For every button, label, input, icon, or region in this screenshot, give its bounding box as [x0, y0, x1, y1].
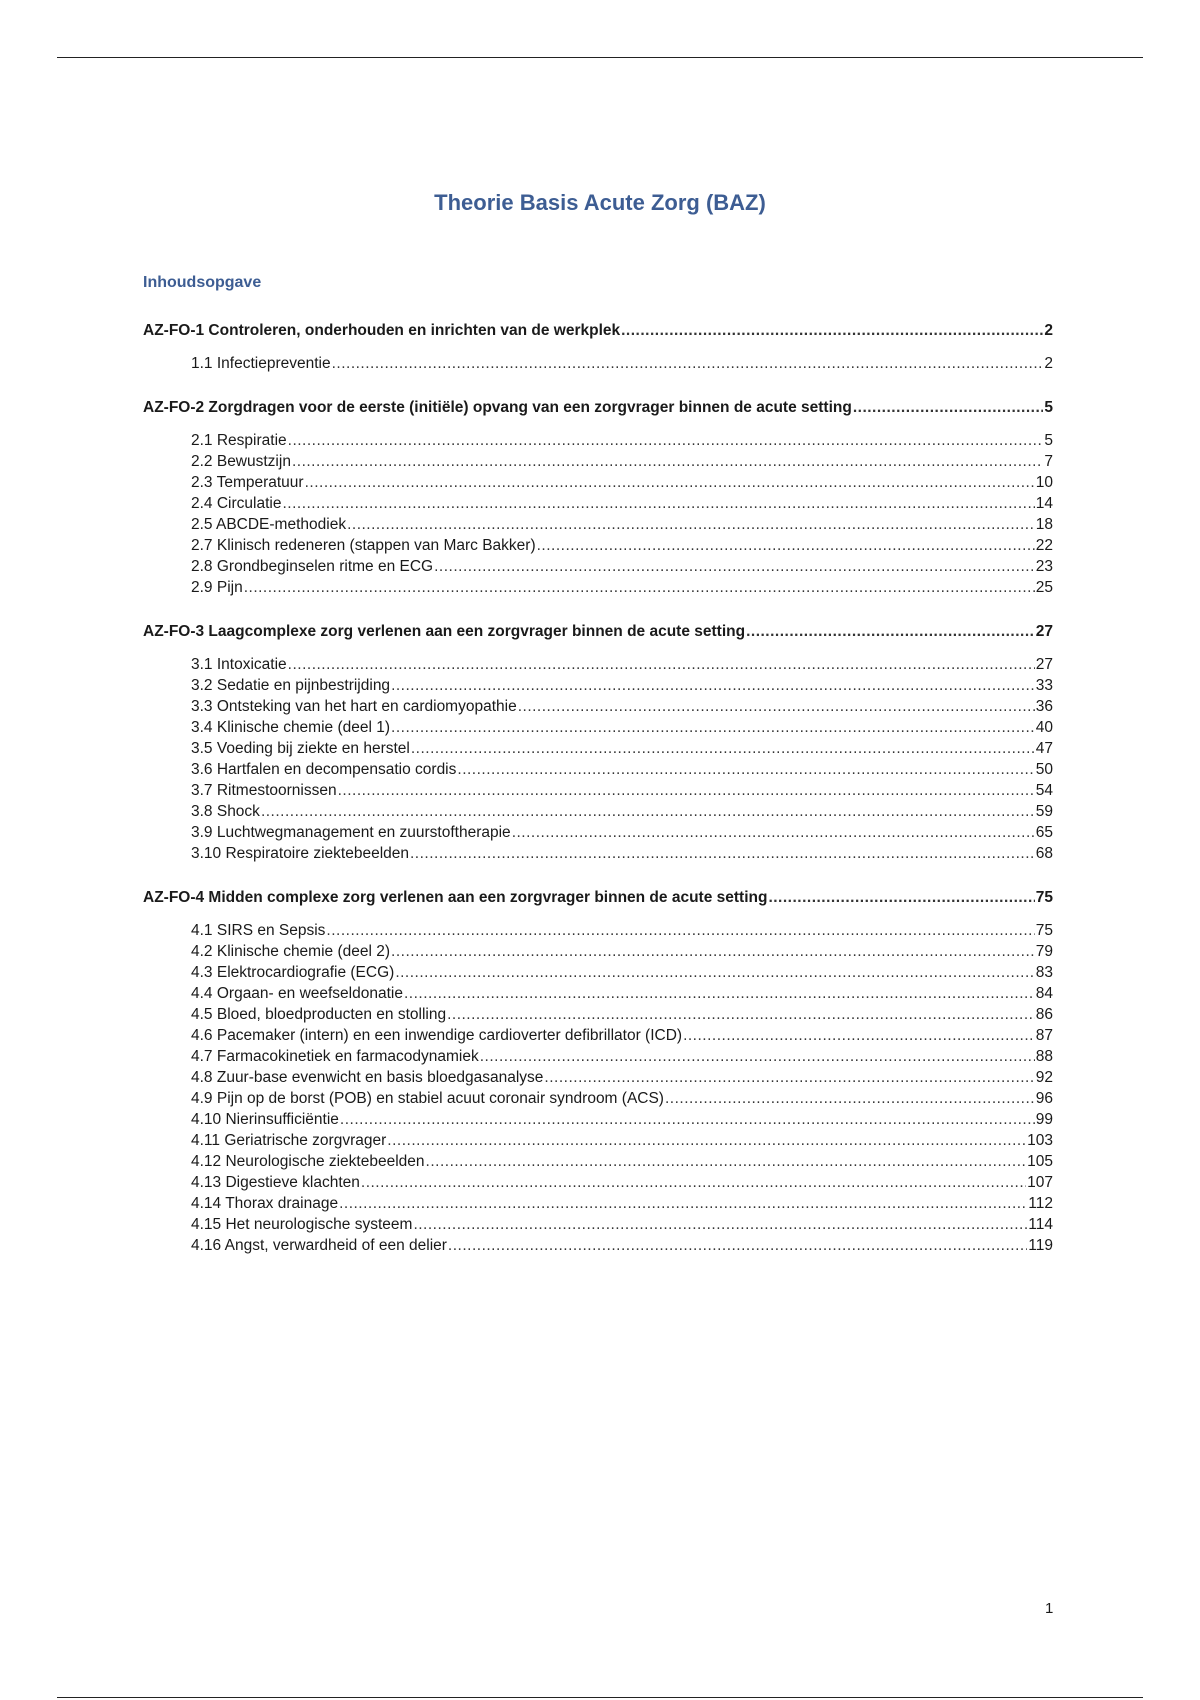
toc-sub-entry[interactable] [191, 1214, 1053, 1235]
dot-leader [410, 843, 1035, 864]
toc-entry-label: 3.9 Luchtwegmanagement en zuurstoftherapie [191, 824, 511, 841]
toc-sub-entry[interactable] [191, 983, 1053, 1004]
toc-sub-entry[interactable] [191, 514, 1053, 535]
dot-leader [621, 320, 1043, 341]
toc-entry-page: 83 [1035, 964, 1053, 981]
toc-sub-entry[interactable] [191, 843, 1053, 864]
toc-sub-entry[interactable] [191, 696, 1053, 717]
toc-entry-page: 79 [1035, 943, 1053, 960]
dot-leader [391, 941, 1035, 962]
toc-entry-label: 2.3 Temperatuur [191, 474, 304, 491]
toc-entry-label: AZ-FO-1 Controleren, onderhouden en inrichten van de werkplek [143, 322, 621, 339]
toc-entry-label: 4.13 Digestieve klachten [191, 1174, 360, 1191]
dot-leader [544, 1067, 1034, 1088]
toc-entry-page: 36 [1035, 698, 1053, 715]
dot-leader [326, 920, 1034, 941]
dot-leader [537, 535, 1035, 556]
toc-sub-entry[interactable] [191, 759, 1053, 780]
toc-entry-page: 114 [1028, 1216, 1053, 1233]
toc-sub-entry[interactable] [191, 535, 1053, 556]
toc-entry-page: 65 [1035, 824, 1053, 841]
toc-entry-label: 4.6 Pacemaker (intern) en een inwendige cardioverter defibrillator (ICD) [191, 1027, 683, 1044]
toc-entry-label: 4.15 Het neurologische systeem [191, 1216, 413, 1233]
toc-chapter-entry[interactable] [143, 887, 1053, 908]
toc-entry-page: 68 [1035, 845, 1053, 862]
toc-sub-entry[interactable] [191, 801, 1053, 822]
toc-entry-page: 87 [1035, 1027, 1053, 1044]
toc-sub-entry[interactable] [191, 353, 1053, 374]
toc-entry-label: AZ-FO-3 Laagcomplexe zorg verlenen aan een zorgvrager binnen de acute setting [143, 623, 746, 640]
toc-chapter-entry[interactable] [143, 320, 1053, 341]
toc-sub-entry[interactable] [191, 493, 1053, 514]
toc-entry-label: 4.10 Nierinsufficiëntie [191, 1111, 339, 1128]
toc-entry-page: 47 [1035, 740, 1053, 757]
dot-leader [411, 738, 1035, 759]
dot-leader [347, 514, 1035, 535]
toc-entry-label: 2.9 Pijn [191, 579, 243, 596]
toc-entry-label: 2.1 Respiratie [191, 432, 287, 449]
dot-leader [768, 887, 1034, 908]
toc-heading: Inhoudsopgave [143, 274, 262, 291]
toc-entry-label: 3.10 Respiratoire ziektebeelden [191, 845, 409, 862]
dot-leader [387, 1130, 1026, 1151]
dot-leader [746, 621, 1035, 642]
toc-entry-page: 54 [1035, 782, 1053, 799]
toc-sub-entry[interactable] [191, 920, 1053, 941]
dot-leader [404, 983, 1035, 1004]
toc-entry-page: 14 [1035, 495, 1053, 512]
bottom-rule [57, 1697, 1143, 1698]
toc-entry-label: 2.7 Klinisch redeneren (stappen van Marc Bakker) [191, 537, 536, 554]
toc-entry-label: 4.9 Pijn op de borst (POB) en stabiel acuut coronair syndroom (ACS) [191, 1090, 664, 1107]
dot-leader [282, 493, 1034, 514]
toc-entry-label: AZ-FO-2 Zorgdragen voor de eerste (initiële) opvang van een zorgvrager binnen de acute setting [143, 399, 852, 416]
toc-entry-page: 50 [1035, 761, 1053, 778]
dot-leader [244, 577, 1035, 598]
dot-leader [413, 1214, 1027, 1235]
toc-sub-entry[interactable] [191, 717, 1053, 738]
dot-leader [457, 759, 1034, 780]
dot-leader [683, 1025, 1035, 1046]
dot-leader [512, 822, 1035, 843]
dot-leader [292, 451, 1043, 472]
page-number: 1 [1045, 1600, 1054, 1617]
dot-leader [480, 1046, 1035, 1067]
toc-entry-label: 3.6 Hartfalen en decompensatio cordis [191, 761, 457, 778]
toc-entry-page: 92 [1035, 1069, 1053, 1086]
toc-entry-page: 88 [1035, 1048, 1053, 1065]
toc-sub-entry[interactable] [191, 822, 1053, 843]
dot-leader [261, 801, 1035, 822]
toc-sub-entry[interactable] [191, 780, 1053, 801]
toc-entry-page: 25 [1035, 579, 1053, 596]
toc-entry-page: 33 [1035, 677, 1053, 694]
toc-sub-entry[interactable] [191, 1130, 1053, 1151]
toc-sub-entry[interactable] [191, 577, 1053, 598]
toc-entry-page: 75 [1035, 922, 1053, 939]
dot-leader [447, 1004, 1035, 1025]
toc-entry-label: 4.4 Orgaan- en weefseldonatie [191, 985, 403, 1002]
toc-section [143, 621, 1053, 864]
toc-entry-page: 22 [1035, 537, 1053, 554]
toc-sub-entry[interactable] [191, 1235, 1053, 1256]
dot-leader [339, 1193, 1027, 1214]
toc-entry-label: 4.2 Klinische chemie (deel 2) [191, 943, 391, 960]
top-rule [57, 57, 1143, 58]
toc-entry-label: 3.2 Sedatie en pijnbestrijding [191, 677, 391, 694]
toc-entry-label: 3.8 Shock [191, 803, 260, 820]
toc-entry-label: 4.11 Geriatrische zorgvrager [191, 1132, 387, 1149]
toc-entry-page: 18 [1035, 516, 1053, 533]
toc-entry-label: 1.1 Infectiepreventie [191, 355, 331, 372]
toc-entry-label: 4.14 Thorax drainage [191, 1195, 339, 1212]
toc-entry-page: 119 [1028, 1237, 1053, 1254]
toc-entry-label: 4.16 Angst, verwardheid of een delier [191, 1237, 447, 1254]
toc-sub-entry[interactable] [191, 941, 1053, 962]
toc-section [143, 397, 1053, 598]
toc-section [143, 320, 1053, 374]
dot-leader [391, 717, 1035, 738]
toc-entry-label: 2.8 Grondbeginselen ritme en ECG [191, 558, 434, 575]
toc-sub-entry[interactable] [191, 962, 1053, 983]
document-title: Theorie Basis Acute Zorg (BAZ) [434, 190, 766, 215]
toc-sub-entry[interactable] [191, 1004, 1053, 1025]
toc-entry-page: 27 [1035, 623, 1053, 640]
toc-entry-label: 4.8 Zuur-base evenwicht en basis bloedgasanalyse [191, 1069, 544, 1086]
toc-sub-entry[interactable] [191, 1109, 1053, 1130]
dot-leader [361, 1172, 1026, 1193]
toc-entry-label: 4.5 Bloed, bloedproducten en stolling [191, 1006, 447, 1023]
toc-entry-page: 105 [1027, 1153, 1053, 1170]
toc-entry-page: 5 [1044, 432, 1053, 449]
toc-entry-page: 96 [1035, 1090, 1053, 1107]
dot-leader [518, 696, 1035, 717]
toc-entry-label: 2.2 Bewustzijn [191, 453, 291, 470]
toc-entry-page: 23 [1035, 558, 1053, 575]
toc-entry-page: 2 [1044, 355, 1053, 372]
table-of-contents [143, 320, 1053, 1256]
toc-sub-entry[interactable] [191, 1172, 1053, 1193]
toc-entry-page: 27 [1035, 656, 1053, 673]
dot-leader [448, 1235, 1027, 1256]
toc-sub-entry[interactable] [191, 654, 1053, 675]
toc-sub-entry[interactable] [191, 738, 1053, 759]
toc-entry-label: AZ-FO-4 Midden complexe zorg verlenen aan een zorgvrager binnen de acute setting [143, 889, 768, 906]
toc-entry-page: 59 [1035, 803, 1053, 820]
toc-sub-entry[interactable] [191, 1046, 1053, 1067]
toc-sub-entry[interactable] [191, 1025, 1053, 1046]
toc-entry-label: 4.1 SIRS en Sepsis [191, 922, 326, 939]
toc-entry-page: 107 [1027, 1174, 1053, 1191]
toc-sub-entry[interactable] [191, 472, 1053, 493]
dot-leader [395, 962, 1034, 983]
toc-entry-label: 3.5 Voeding bij ziekte en herstel [191, 740, 410, 757]
toc-entry-page: 103 [1027, 1132, 1053, 1149]
dot-leader [288, 430, 1044, 451]
toc-sub-entry[interactable] [191, 556, 1053, 577]
toc-sub-entry[interactable] [191, 1151, 1053, 1172]
toc-entry-page: 84 [1035, 985, 1053, 1002]
toc-entry-label: 3.3 Ontsteking van het hart en cardiomyopathie [191, 698, 517, 715]
dot-leader [305, 472, 1035, 493]
dot-leader [665, 1088, 1035, 1109]
toc-chapter-entry[interactable] [143, 397, 1053, 418]
toc-entry-page: 75 [1035, 889, 1053, 906]
dot-leader [853, 397, 1044, 418]
toc-entry-page: 2 [1044, 322, 1053, 339]
toc-entry-label: 2.5 ABCDE-methodiek [191, 516, 347, 533]
dot-leader [426, 1151, 1027, 1172]
toc-entry-page: 99 [1035, 1111, 1053, 1128]
toc-sub-entry[interactable] [191, 430, 1053, 451]
toc-entry-page: 10 [1035, 474, 1053, 491]
toc-section [143, 887, 1053, 1256]
dot-leader [332, 353, 1044, 374]
toc-sub-entry[interactable] [191, 451, 1053, 472]
toc-entry-label: 3.1 Intoxicatie [191, 656, 287, 673]
toc-entry-label: 4.12 Neurologische ziektebeelden [191, 1153, 425, 1170]
dot-leader [434, 556, 1035, 577]
dot-leader [340, 1109, 1035, 1130]
dot-leader [288, 654, 1035, 675]
toc-entry-page: 112 [1028, 1195, 1053, 1212]
toc-entry-page: 40 [1035, 719, 1053, 736]
toc-sub-entry[interactable] [191, 1088, 1053, 1109]
dot-leader [338, 780, 1035, 801]
toc-entry-page: 86 [1035, 1006, 1053, 1023]
toc-entry-page: 5 [1044, 399, 1053, 416]
toc-entry-page: 7 [1044, 453, 1053, 470]
toc-sub-entry[interactable] [191, 1067, 1053, 1088]
toc-sub-entry[interactable] [191, 1193, 1053, 1214]
toc-entry-label: 2.4 Circulatie [191, 495, 282, 512]
toc-entry-label: 3.4 Klinische chemie (deel 1) [191, 719, 391, 736]
dot-leader [391, 675, 1035, 696]
toc-sub-entry[interactable] [191, 675, 1053, 696]
toc-entry-label: 4.3 Elektrocardiografie (ECG) [191, 964, 395, 981]
toc-entry-label: 4.7 Farmacokinetiek en farmacodynamiek [191, 1048, 479, 1065]
toc-entry-label: 3.7 Ritmestoornissen [191, 782, 337, 799]
toc-chapter-entry[interactable] [143, 621, 1053, 642]
